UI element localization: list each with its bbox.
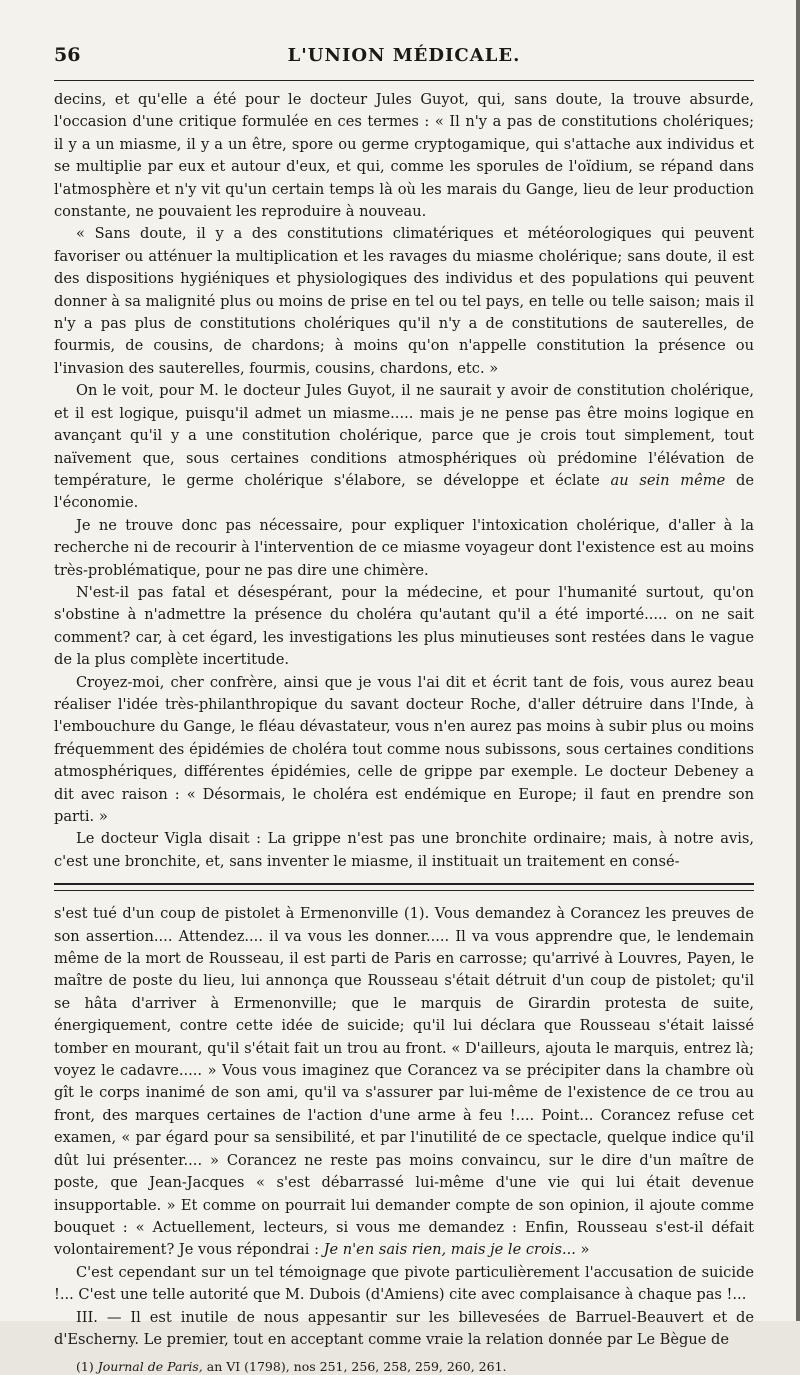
paragraph-text-end: »: [575, 1241, 590, 1259]
footnote: [54, 1359, 754, 1375]
italic-phrase: au sein même: [610, 471, 726, 489]
main-article-text: [54, 89, 754, 873]
paragraph-text: decins, et qu'elle a été pour le docteur Jules Guyot, qui, sans doute, la trouve absurde, l'occasion d'une critique formulée en ces termes : « Il n'y a pas de constitutions cholériques; il y a un miasme, il y a un être, spore ou germe cryptogamique, qui s'attache aux individus et se multiplie par eux et autour d'eux, et qui, comme les sporules de l'oïdium, se répand dans l'atmosphère et n'y vit qu'un certain temps là où les marais du Gange, lieu de leur production constante, ne pouvaient les reproduire à nouveau.: [54, 91, 754, 221]
paragraph-text: On le voit, pour M. le docteur Jules Guyot, il ne saurait y avoir de constitution cholérique, et il est logique, puisqu'il admet un miasme..... mais je ne pense pas être moins logique en avançant qu'il y a une constitution cholérique, parce que je crois tout simplement, tout naïvement que, sous certaines conditions atmosphériques où prédomine l'élévation de température, le germe cholérique s'élabore, se développe et éclate: [54, 382, 754, 489]
page-number: 56: [54, 44, 81, 66]
footnote-marker: (1): [76, 1359, 98, 1375]
article-paragraph: [54, 672, 754, 829]
feuilleton-text: [54, 903, 754, 1351]
paragraph-text: s'est tué d'un coup de pistolet à Ermenonville (1). Vous demandez à Corancez les preuves de son assertion.... Attendez.... il va vous les donner..... Il va vous apprendre que, le lendemain même de la mort de Rousseau, il est parti de Paris en carrosse; qu'arrivé à Louvres, Payen, le maître de poste du lieu, lui annonça que Rousseau s'était détruit d'un coup de pistolet; qu'il se hâta d'arriver à Ermenonville; que le marquis de Girardin protesta de suite, énergiquement, contre cette idée de suicide; qu'il lui déclara que Rousseau s'était laissé tomber en mourant, qu'il s'était fait un trou au front. « D'ailleurs, ajouta le marquis, entrez là; voyez le cadavre..... » Vous vous imaginez que Corancez va se précipiter dans la chambre où gît le corps inanimé de son ami, qu'il va s'assurer par lui-même de l'existence de ce trou au front, des marques certaines de l'action d'une arme à feu !.... Point... Corancez refuse cet examen, « par égard pour sa sensibilité, et par l'inutilité de ce spectacle, quelque indice qu'il dût lui présenter.... » Corancez ne reste pas moins convaincu, sur le dire d'un maître de poste, que Jean-Jacques « s'est débarrassé lui-même d'une vie qui lui était devenue insupportable. » Et comme on pourrait lui demander compte de son opinion, il ajoute comme bouquet : « Actuellement, lecteurs, si vous me demandez : Enfin, Rousseau s'est-il défait volontairement? Je vous répondrai :: [54, 905, 754, 1259]
feuilleton-paragraph: [54, 903, 754, 1262]
paragraph-text-end: de l'économie.: [54, 471, 754, 512]
feuilleton-paragraph: [54, 1307, 754, 1352]
article-paragraph: [54, 828, 754, 873]
article-paragraph: [54, 380, 754, 514]
article-paragraph: [54, 223, 754, 380]
article-paragraph: [54, 515, 754, 582]
paragraph-text: N'est-il pas fatal et désespérant, pour la médecine, et pour l'humanité surtout, qu'on s'obstine à n'admettre la présence du choléra qu'autant qu'il a été importé..... on ne sait comment? car, à cet égard, les investigations les plus minutieuses sont restées dans le vague de la plus complète incertitude.: [54, 583, 754, 669]
article-paragraph: [54, 582, 754, 672]
paragraph-text: Croyez-moi, cher confrère, ainsi que je vous l'ai dit et écrit tant de fois, vous aurez beau réaliser l'idée très-philanthropique du savant docteur Roche, d'aller détruire dans l'Inde, à l'embouchure du Gange, le fléau dévastateur, vous n'en aurez pas moins à subir plus ou moins fréquemment des épidémies de choléra tout comme nous subissons, sous certaines conditions atmosphériques, différentes épidémies, celle de grippe par exemple. Le docteur Debeney a dit avec raison : « Désormais, le choléra est endémique en Europe; il faut en prendre son parti. »: [54, 673, 754, 825]
footnote-rest: an VI (1798), nos 251, 256, 258, 259, 260, 261.: [202, 1359, 507, 1375]
paragraph-text: Je ne trouve donc pas nécessaire, pour expliquer l'intoxication cholérique, d'aller à la recherche ni de recourir à l'intervention de ce miasme voyageur dont l'existence est au moins très-problématique, pour ne pas dire une chimère.: [54, 516, 754, 579]
footnote-source: Journal de Paris,: [97, 1359, 203, 1375]
paragraph-text: « Sans doute, il y a des constitutions climatériques et météorologiques qui peuvent favoriser ou atténuer la multiplication et les ravages du miasme cholérique; sans doute, il est des dispositions hygiéniques et physiologiques des individus et des populations qui peuvent donner à sa malignité plus ou moins de prise en tel ou tel pays, en telle ou telle saison; mais il n'y a pas plus de constitutions cholériques qu'il n'y a de constitutions de sauterelles, de fourmis, de cousins, de chardons; à moins qu'on n'appelle constitution la présence ou l'invasion des sauterelles, fourmis, cousins, chardons, etc. »: [54, 225, 754, 377]
paragraph-text: III. — Il est inutile de nous appesantir sur les billevesées de Barruel-Beauvert et de d'Escherny. Le premier, tout en acceptant comme vraie la relation donnée par Le Bègue de: [54, 1308, 754, 1348]
running-title: L'UNION MÉDICALE.: [287, 45, 521, 66]
page-header: [54, 44, 754, 74]
header-rule: [54, 80, 754, 81]
paragraph-text: Le docteur Vigla disait : La grippe n'est pas une bronchite ordinaire; mais, à notre avis, c'est une bronchite, et, sans inventer le miasme, il instituait un traitement en consé-: [54, 830, 754, 870]
feuilleton-paragraph: [54, 1262, 754, 1307]
feuilleton-separator: [54, 883, 754, 891]
italic-phrase: Je n'en sais rien, mais je le crois...: [323, 1241, 576, 1259]
paragraph-text: C'est cependant sur un tel témoignage que pivote particulièrement l'accusation de suicide !... C'est une telle autorité que M. Dubois (d'Amiens) cite avec complaisance à chaque pas !...: [54, 1263, 754, 1304]
article-paragraph: [54, 89, 754, 223]
